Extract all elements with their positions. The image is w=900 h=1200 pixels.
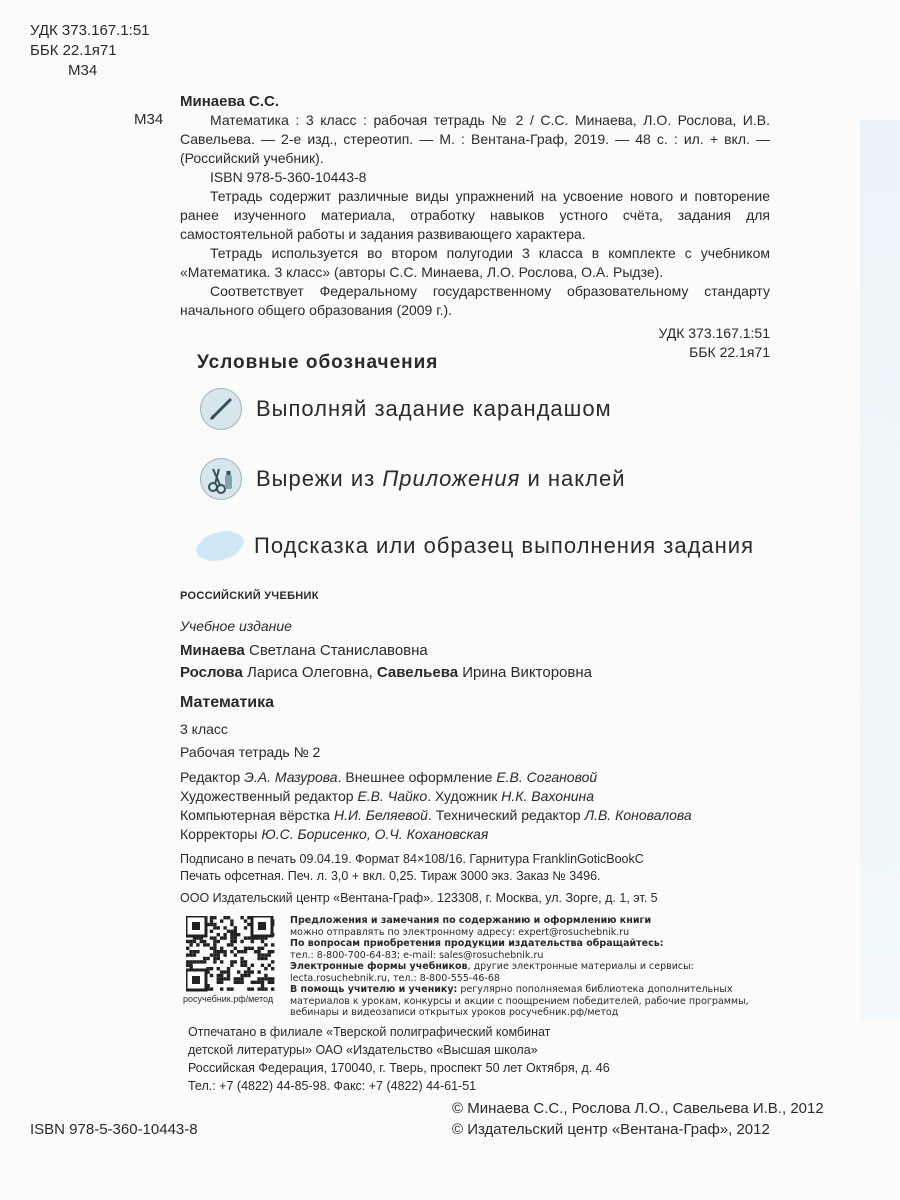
page-edge-shade xyxy=(860,120,900,1020)
contact-line: можно отправлять по электронному адресу: expert@rosuchebnik.ru xyxy=(290,926,630,938)
pencil-icon xyxy=(200,388,242,430)
author-code: М34 xyxy=(68,62,98,79)
legend-item-cut-paste xyxy=(200,458,626,500)
isbn-line: ISBN 978-5-360-10443-8 xyxy=(210,169,367,185)
legend-text-cut-paste xyxy=(256,466,626,492)
grade-label: 3 класс xyxy=(180,721,228,737)
legend-item-pencil xyxy=(200,388,612,430)
contact-line: материалов к урокам, конкурсы и акции с поощрением победителей, рабочие программы, xyxy=(290,995,749,1007)
series-label: РОССИЙСКИЙ УЧЕБНИК xyxy=(180,590,319,602)
bbk-right: ББК 22.1я71 xyxy=(689,344,770,360)
annotation-paragraph-2: Тетрадь используется во втором полугодии 3 класса в комплекте с учебником «Математика. 3 класс» (авторы С.С. Минаева, Л.О. Рослова, О.А. Рыдзе). xyxy=(180,245,770,280)
copyright-authors: © Минаева С.С., Рослова Л.О., Савельева И.В., 2012 xyxy=(452,1100,824,1117)
credits-block xyxy=(180,768,692,844)
udk-right: УДК 373.167.1:51 xyxy=(658,325,770,341)
printer-line-3: Российская Федерация, 170040, г. Тверь, проспект 50 лет Октября, д. 46 xyxy=(188,1061,610,1075)
printer-line-2: детской литературы» ОАО «Издательство «Высшая школа» xyxy=(188,1043,538,1057)
contact-line: вебинары и видеозаписи открытых уроков росучебник.рф/метод xyxy=(290,1007,619,1018)
credit-line-2: Художественный редактор Е.В. Чайко. Художник Н.К. Вахонина xyxy=(180,788,595,804)
bibliographic-description: Математика : 3 класс : рабочая тетрадь № 2 / С.С. Минаева, Л.О. Рослова, И.В. Савельева. — 2-е изд., стереотип. — М. : Вентана-Граф, 2019. — 48 с. : ил. + вкл. — (Российский учебник). xyxy=(180,112,770,166)
contact-line: тел.: 8-800-700-64-83; e-mail: sales@rosuchebnik.ru xyxy=(290,949,544,961)
contact-line: Электронные формы учебников, другие электронные материалы и сервисы: xyxy=(290,961,694,972)
edition-type: Учебное издание xyxy=(180,618,292,634)
author3-name: Ирина Викторовна xyxy=(458,664,592,681)
author2-name: Лариса Олеговна, xyxy=(242,664,377,681)
contacts-block xyxy=(290,915,750,1019)
credit-line-1: Редактор Э.А. Мазурова. Внешнее оформление Е.В. Согановой xyxy=(180,769,598,785)
print-details-line-1: Подписано в печать 09.04.19. Формат 84×108/16. Гарнитура FranklinGoticBookC xyxy=(180,852,644,866)
contact-line: Предложения и замечания по содержанию и оформлению книги xyxy=(290,915,652,926)
credit-line-3: Компьютерная вёрстка Н.И. Беляевой. Технический редактор Л.В. Коновалова xyxy=(180,807,692,823)
print-details-line-2: Печать офсетная. Печ. л. 3,0 + вкл. 0,25. Тираж 3000 экз. Заказ № 3496. xyxy=(180,869,601,883)
contact-line: По вопросам приобретения продукции издательства обращайтесь: xyxy=(290,938,664,949)
legend-text-cut-part: Вырежи из xyxy=(256,466,383,491)
contact-line: В помощь учителю и ученику: регулярно пополняемая библиотека дополнительных xyxy=(290,984,733,995)
scissors-glue-icon xyxy=(200,458,242,500)
printer-block xyxy=(188,1023,610,1095)
legend-item-hint xyxy=(200,533,754,559)
author3-surname: Савельева xyxy=(376,664,459,681)
qr-caption: росучебник.рф/метод xyxy=(183,994,274,1004)
author-line-1 xyxy=(180,642,428,659)
printer-line-1: Отпечатано в филиале «Тверской полиграфический комбинат xyxy=(188,1025,551,1039)
print-details xyxy=(180,851,644,885)
legend-text-paste-part: и наклей xyxy=(520,466,626,491)
publisher-address: ООО Издательский центр «Вентана-Граф». 123308, г. Москва, ул. Зорге, д. 1, эт. 5 xyxy=(180,891,658,905)
hint-cloud-icon xyxy=(200,533,240,559)
credit-line-4: Корректоры Ю.С. Борисенко, О.Ч. Кохановская xyxy=(180,826,489,842)
legend-text-pencil: Выполняй задание карандашом xyxy=(256,396,612,421)
copyright-publisher: © Издательский центр «Вентана-Граф», 2012 xyxy=(452,1121,770,1138)
printer-line-4: Тел.: +7 (4822) 44-85-98. Факс: +7 (4822) 44-61-51 xyxy=(188,1079,477,1093)
author2-surname: Рослова xyxy=(180,664,243,681)
workbook-label: Рабочая тетрадь № 2 xyxy=(180,744,321,760)
legend-text-appendix: Приложения xyxy=(382,466,521,491)
author1-name: Светлана Станиславовна xyxy=(244,642,428,659)
contact-line: lecta.rosuchebnik.ru, тел.: 8-800-555-46-68 xyxy=(290,972,500,984)
author-code-left: М34 xyxy=(134,111,164,128)
legend-title: Условные обозначения xyxy=(197,352,439,373)
book-title: Математика xyxy=(180,694,275,711)
bbk-code: ББК 22.1я71 xyxy=(30,42,117,59)
legend-text-hint: Подсказка или образец выполнения задания xyxy=(254,533,755,558)
author1-surname: Минаева xyxy=(180,642,245,659)
author-line-2 xyxy=(180,664,592,681)
author-heading: Минаева С.С. xyxy=(180,93,279,110)
bibliographic-record xyxy=(180,92,770,362)
qr-code-icon xyxy=(186,916,276,992)
annotation-paragraph-1: Тетрадь содержит различные виды упражнений на усвоение нового и повторение ранее изученного материала, отработку навыков устного счёта, задания для самостоятельной работы и задания развивающего характера. xyxy=(180,188,770,242)
footer-isbn: ISBN 978-5-360-10443-8 xyxy=(30,1121,198,1138)
annotation-paragraph-3: Соответствует Федеральному государственному образовательному стандарту начального общего образования (2009 г.). xyxy=(180,283,770,318)
udk-code: УДК 373.167.1:51 xyxy=(30,22,150,39)
